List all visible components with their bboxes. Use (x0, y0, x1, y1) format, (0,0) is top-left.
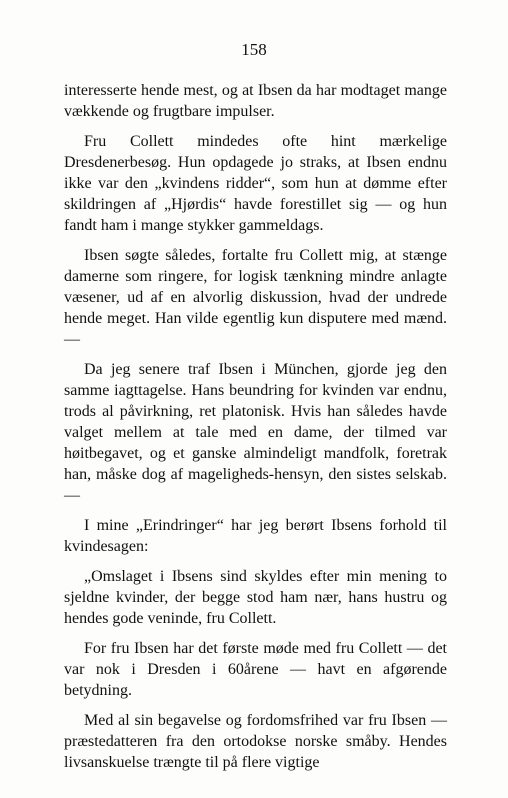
paragraph-3: Ibsen søgte således, fortalte fru Collett mig, at stænge damerne som ringere, for logisk tænkning mindre anlagte væsener, ud af en alvorlig diskussion, hvad der undrede hende meget. Han vilde egentlig kun disputere med mænd. — (64, 247, 447, 348)
paragraph-4: Da jeg senere traf Ibsen i München, gjorde jeg den samme iagttagelse. Hans beundring for kvinden var endnu, trods al påvirkning, ret platonisk. Hvis han således havde valget mellem at tale med en dame, der tilmed var høitbegavet, og et ganske almindeligt mandfolk, foretrak han, måske dog af mageligheds-hensyn, den sistes selskab. — (64, 361, 447, 504)
paragraph-1: interesserte hende mest, og at Ibsen da har modtaget mange vækkende og frugtbare impulser. (64, 82, 447, 120)
paragraph-5: I mine „Erindringer“ har jeg berørt Ibsens forhold til kvindesagen: (64, 517, 447, 555)
body-text (64, 80, 447, 782)
page-number: 158 (241, 40, 267, 59)
paragraph-8: Med al sin begavelse og fordomsfrihed var fru Ibsen — præstedatteren fra den ortodokse norske småby. Hendes livsanskuelse trængte til på flere vigtige (64, 712, 447, 771)
paragraph-7: For fru Ibsen har det første møde med fru Collett — det var nok i Dresden i 60årene — havt en afgørende betydning. (64, 640, 447, 699)
paragraph-6-quote: „Omslaget i Ibsens sind skyldes efter min mening to sjeldne kvinder, der begge stod ham nær, hans hustru og hendes gode veninde, fru Collett. (64, 568, 447, 627)
paragraph-2: Fru Collett mindedes ofte hint mærkelige Dresdenerbesøg. Hun opdagede jo straks, at Ibsen endnu ikke var den „kvindens ridder“, som hun at dømme efter skildringen af „Hjørdis“ havde forestillet sig — og hun fandt ham i mange stykker gammeldags. (64, 133, 447, 234)
